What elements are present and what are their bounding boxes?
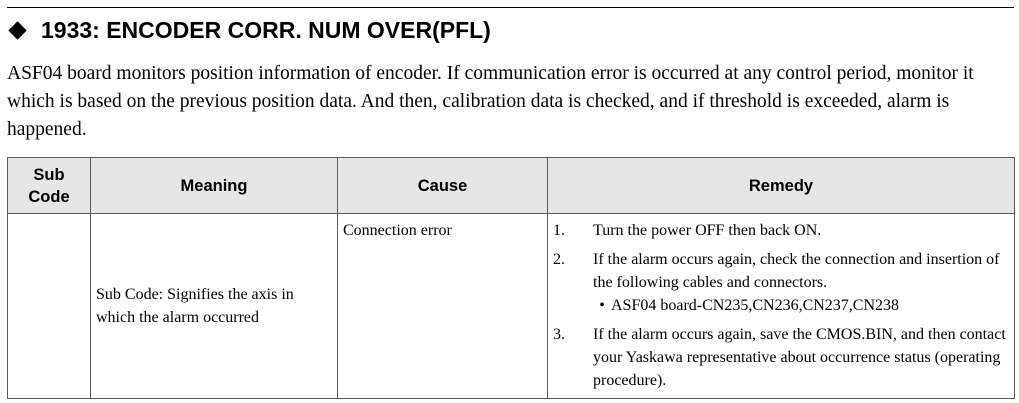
remedy-step-number: 2.	[553, 251, 565, 268]
table-header-row	[8, 158, 1015, 214]
cell-sub-code	[8, 214, 91, 399]
cable-item-text: ASF04 board-CN235,CN236,CN237,CN238	[611, 297, 900, 314]
remedy-step-text: If the alarm occurs again, save the CMOS.BIN, and then contact your Yaskawa representative about occurrence status (operating procedure).	[593, 326, 1006, 389]
header-sub-code-line2: Code	[28, 187, 70, 206]
header-meaning: Meaning	[91, 158, 338, 214]
meaning-text: Sub Code: Signifies the axis in which the alarm occurred	[96, 286, 294, 326]
remedy-step-number: 1.	[553, 222, 565, 239]
alarm-table	[7, 157, 1015, 399]
section-title: 1933: ENCODER CORR. NUM OVER(PFL)	[41, 16, 491, 43]
remedy-step-text: Turn the power OFF then back ON.	[593, 222, 822, 239]
cell-meaning	[91, 214, 338, 399]
header-cause: Cause	[338, 158, 548, 214]
remedy-step	[548, 323, 1014, 392]
remedy-step-number: 3.	[553, 326, 565, 343]
remedy-step	[548, 219, 1014, 242]
cable-item	[593, 294, 1008, 317]
cell-remedy	[548, 214, 1015, 399]
diamond-bullet-icon	[8, 21, 26, 39]
header-sub-code-line1: Sub	[33, 165, 65, 184]
cell-cause: Connection error	[338, 214, 548, 399]
remedy-step-text: If the alarm occurs again, check the connection and insertion of the following cables and connectors.	[593, 251, 1000, 291]
top-rule	[7, 7, 1014, 8]
remedy-step-body	[593, 248, 1014, 317]
table-row	[8, 214, 1015, 399]
header-sub-code	[8, 158, 91, 214]
remedy-step	[548, 248, 1014, 317]
bullet-icon: •	[599, 297, 605, 314]
intro-paragraph: ASF04 board monitors position information of encoder. If communication error is occurred at any control period, monitor it which is based on the previous position data. And then, calibration data is checked, and if threshold is exceeded, alarm is happened.	[7, 63, 974, 140]
remedy-list	[548, 219, 1014, 392]
cable-list	[593, 294, 1008, 317]
header-remedy: Remedy	[548, 158, 1015, 214]
section-heading	[8, 15, 491, 45]
